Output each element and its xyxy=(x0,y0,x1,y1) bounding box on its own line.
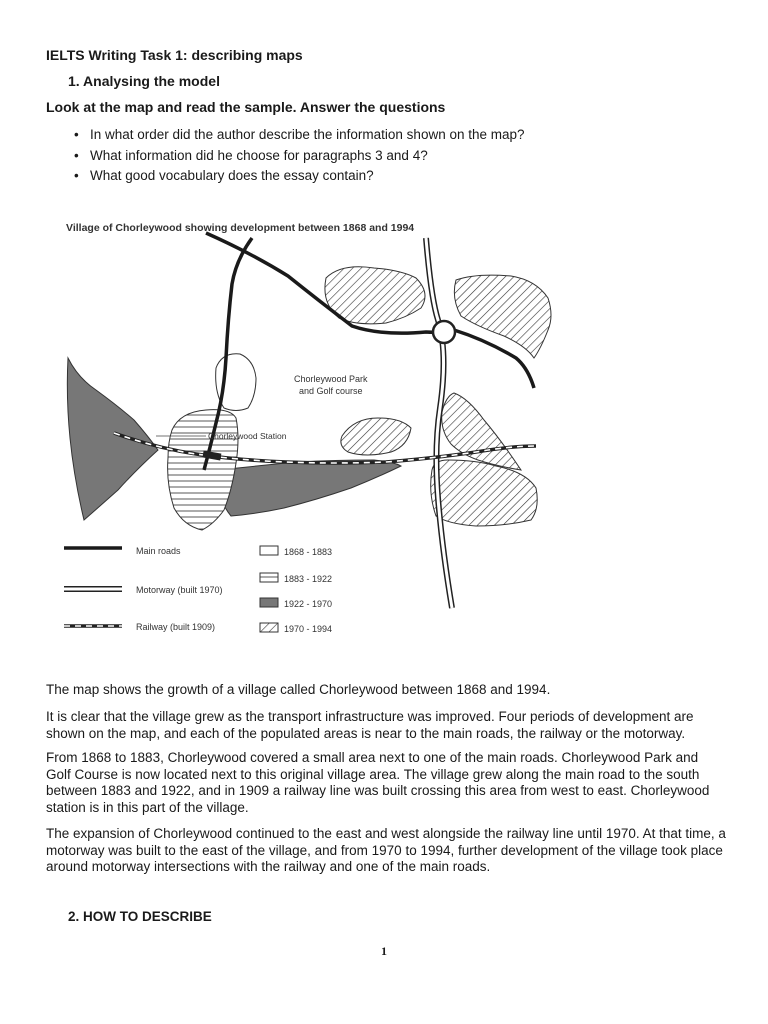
area-1970-1994-north-b xyxy=(454,275,551,358)
park-label-line2: and Golf course xyxy=(299,386,363,396)
legend-swatch-1970-1994 xyxy=(260,623,278,632)
roundabout xyxy=(433,321,455,343)
page-number: 1 xyxy=(381,944,387,958)
legend-period-2: 1883 - 1922 xyxy=(284,574,333,584)
essay-paragraph-2: It is clear that the village grew as the transport infrastructure was improved. Four periods of development are shown on the map, and each of the populated areas is near to the main roads, the railway or the motorway. xyxy=(46,709,694,741)
section-heading-analysing: 1. Analysing the model xyxy=(68,73,220,89)
chorleywood-map xyxy=(56,208,576,648)
essay-paragraph-4: The expansion of Chorleywood continued to the east and west alongside the railway line until 1970. At that time, a motorway was built to the east of the village, and from 1970 to 1994, further development of the village took place around motorway intersections with the railway and one of the main roads. xyxy=(46,826,726,874)
question-item: • In what order did the author describe the information shown on the map? xyxy=(72,125,525,146)
park-label-line1: Chorleywood Park xyxy=(294,374,368,384)
legend-swatch-1868-1883 xyxy=(260,546,278,555)
section-heading-how-to-describe: 2. HOW TO DESCRIBE xyxy=(68,909,212,924)
area-1970-1994-centre xyxy=(341,418,411,455)
legend-swatch-1922-1970 xyxy=(260,598,278,607)
question-item: • What good vocabulary does the essay contain? xyxy=(72,166,525,187)
legend-railway: Railway (built 1909) xyxy=(136,622,216,632)
area-1922-1970-east xyxy=(218,460,401,516)
instructions-heading: Look at the map and read the sample. Answer the questions xyxy=(46,99,446,115)
legend-period-4: 1970 - 1994 xyxy=(284,624,333,634)
legend-motorway: Motorway (built 1970) xyxy=(136,585,223,595)
essay-paragraph-3: From 1868 to 1883, Chorleywood covered a small area next to one of the main roads. Chorleywood Park and Golf Course is now located next to this original village area. The village grew along the main road to the south between 1883 and 1922, and in 1909 a railway line was built crossing this area from west to east. Chorleywood station is in this part of the village. xyxy=(46,750,710,815)
station-label: Chorleywood Station xyxy=(208,431,287,441)
legend-period-3: 1922 - 1970 xyxy=(284,599,333,609)
area-1970-1994-east xyxy=(442,393,521,470)
legend-main-roads: Main roads xyxy=(136,546,181,556)
area-1922-1970-west xyxy=(67,358,158,520)
question-list xyxy=(72,125,525,187)
legend-period-1: 1868 - 1883 xyxy=(284,547,333,557)
page-title: IELTS Writing Task 1: describing maps xyxy=(46,47,303,63)
map-title: Village of Chorleywood showing development between 1868 and 1994 xyxy=(66,222,415,234)
legend-swatch-1883-1922 xyxy=(260,573,278,582)
essay-paragraph-1: The map shows the growth of a village called Chorleywood between 1868 and 1994. xyxy=(46,682,551,697)
question-item: • What information did he choose for paragraphs 3 and 4? xyxy=(72,146,525,167)
